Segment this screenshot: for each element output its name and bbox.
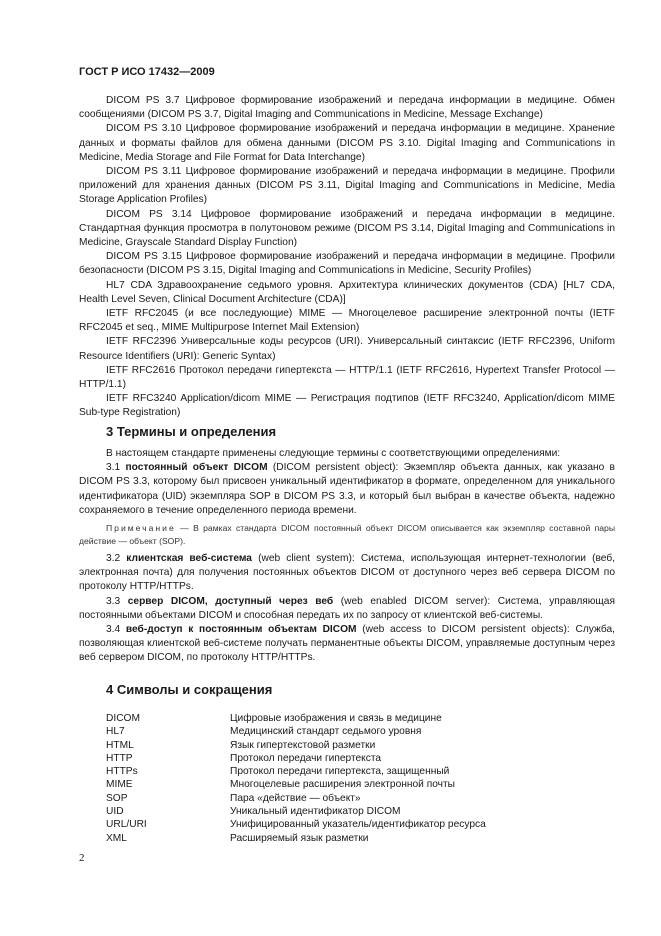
section-3-intro: В настоящем стандарте применены следующие термины с соответствующими определениями: xyxy=(106,448,561,459)
term-3-1 xyxy=(79,461,615,518)
term-definition: (web enabled DICOM server): Система, управляющая постоянными объектами DICOM и способная передать их по запросу от клиентской веб-системы. xyxy=(79,595,615,621)
term-definition: (web client system): Система, использующая интернет-технологии (веб, электронная почта) для получения постоянных объектов DICOM от доступного через веб сервера DICOM по протоколу HTTP/HTTPs. xyxy=(79,553,615,593)
term-number: 3.2 xyxy=(106,553,121,565)
abbreviation-term: XML xyxy=(106,832,127,844)
abbreviation-term: HTML xyxy=(106,739,134,751)
abbreviation-term: UID xyxy=(106,806,124,818)
term-name: сервер DICOM, доступный через веб xyxy=(127,595,334,607)
abbreviation-row xyxy=(106,765,626,778)
abbreviation-term: MIME xyxy=(106,779,133,791)
abbreviation-definition: Расширяемый язык разметки xyxy=(230,832,369,844)
abbreviation-row xyxy=(106,818,626,831)
abbreviation-definition: Протокол передачи гипертекста, защищенный xyxy=(230,766,450,778)
abbreviation-term: HTTPs xyxy=(106,766,138,778)
term-3-2 xyxy=(79,552,615,595)
abbreviation-term: HTTP xyxy=(106,752,133,764)
abbreviation-row xyxy=(106,805,626,818)
abbreviation-term: DICOM xyxy=(106,713,140,724)
reference-item: IETF RFC2396 Универсальные коды ресурсов (URI). Универсальный синтаксис (IETF RFC2396, Uniform Resource Identifiers (URI): Generic Syntax) xyxy=(79,336,615,362)
term-definition: (web access to DICOM persistent objects): Служба, позволяющая клиентской веб-системе получать перманентные объекты DICOM, управляемые доступным через веб сервером DICOM, по протоколу HTTP/HTTPs. xyxy=(79,624,615,664)
note xyxy=(79,522,615,548)
note-label: Примечание xyxy=(106,523,176,534)
abbreviation-definition: Протокол передачи гипертекста xyxy=(230,752,382,764)
reference-item: DICOM PS 3.7 Цифровое формирование изображений и передача информации в медицине. Обмен сообщениями (DICOM PS 3.7, Digital Imaging and Communications in Medicine, Message Exchange) xyxy=(79,95,615,121)
reference-item: DICOM PS 3.14 Цифровое формирование изображений и передача информации в медицине. Стандартная функция просмотра в полутоновом режиме (DICOM PS 3.14, Digital Imaging and Communications in Medicine, Grayscale Standard Display Function) xyxy=(79,208,615,249)
normative-references xyxy=(79,94,615,421)
abbreviation-definition: Язык гипертекстовой разметки xyxy=(230,739,376,751)
section-4-heading: 4 Символы и сокращения xyxy=(106,682,273,697)
abbreviation-row xyxy=(106,725,626,738)
abbreviation-row xyxy=(106,739,626,752)
document-header: ГОСТ Р ИСО 17432—2009 xyxy=(79,66,215,78)
abbreviation-row xyxy=(106,792,626,805)
reference-item: DICOM PS 3.11 Цифровое формирование изображений и передача информации в медицине. Профили приложений для хранения данных (DICOM PS 3.11, Digital Imaging and Communications in Medicine, Media Storage Application Profiles) xyxy=(79,166,615,206)
reference-item: DICOM PS 3.10 Цифровое формирование изображений и передача информации в медицине. Хранение данных и форматы файлов для обмена данными (DICOM PS 3.10. Digital Imaging and Communications in Medicine, Media Storage and File Format for Data Interchange) xyxy=(79,123,615,163)
abbreviation-row xyxy=(106,778,626,791)
term-definition: (DICOM persistent object): Экземпляр объекта данных, как указано в DICOM PS 3.3, которому был присвоен уникальный идентификатор в формате, определенном для уникального идентификатора (UID) экземпляра SOP в DICOM PS 3.3, и который был выбран в качестве объекта, надежно сохраняемого в течение определенного периода времени. xyxy=(79,462,615,516)
reference-item: DICOM PS 3.15 Цифровое формирование изображений и передача информации в медицине. Профили безопасности (DICOM PS 3.15, Digital Imaging and Communications in Medicine, Security Profiles) xyxy=(79,251,615,277)
abbreviation-definition: Пара «действие — объект» xyxy=(230,792,361,804)
abbreviation-definition: Многоцелевые расширения электронной почты xyxy=(230,779,455,791)
note-text: — В рамках стандарта DICOM постоянный объект DICOM описывается как экземпляр составной пары действие — объект (SOP). xyxy=(79,523,615,547)
abbreviation-term: HL7 xyxy=(106,726,125,738)
section-3-body xyxy=(79,447,615,666)
abbreviations-list xyxy=(106,712,626,845)
abbreviation-row xyxy=(106,752,626,765)
abbreviation-definition: Уникальный идентификатор DICOM xyxy=(230,806,401,818)
abbreviation-definition: Медицинский стандарт седьмого уровня xyxy=(230,726,422,738)
term-number: 3.3 xyxy=(106,595,121,607)
page-number: 2 xyxy=(79,852,85,864)
abbreviation-term: SOP xyxy=(106,792,128,804)
term-name: клиентская веб-система xyxy=(126,553,252,565)
reference-item: HL7 CDA Здравоохранение седьмого уровня. Архитектура клинических документов (CDA) [HL7 CDA, Health Level Seven, Clinical Document Architecture (CDA)] xyxy=(79,279,615,305)
term-number: 3.1 xyxy=(106,462,121,474)
reference-item: IETF RFC2045 (и все последующие) MIME — Многоцелевое расширение электронной почты (IETF RFC2045 et seq., MIME Multipurpose Internet Mail Extension) xyxy=(79,308,615,334)
term-name: постоянный объект DICOM xyxy=(125,462,268,474)
reference-item: IETF RFC2616 Протокол передачи гипертекста — HTTP/1.1 (IETF RFC2616, Hypertext Transfer Protocol — HTTP/1.1) xyxy=(79,364,615,391)
abbreviation-definition: Цифровые изображения и связь в медицине xyxy=(230,713,442,724)
abbreviation-row xyxy=(106,712,626,725)
term-3-3 xyxy=(79,595,615,623)
section-3-heading: 3 Термины и определения xyxy=(106,424,277,439)
term-3-4 xyxy=(79,623,615,666)
term-number: 3.4 xyxy=(106,624,121,636)
abbreviation-term: URL/URI xyxy=(106,819,147,831)
reference-item: IETF RFC3240 Application/dicom MIME — Регистрация подтипов (IETF RFC3240, Application/dicom MIME Sub-type Registration) xyxy=(79,393,615,419)
term-name: веб-доступ к постоянным объектам DICOM xyxy=(125,624,357,636)
abbreviation-row xyxy=(106,832,626,845)
abbreviation-definition: Унифицированный указатель/идентификатор ресурса xyxy=(230,819,486,831)
